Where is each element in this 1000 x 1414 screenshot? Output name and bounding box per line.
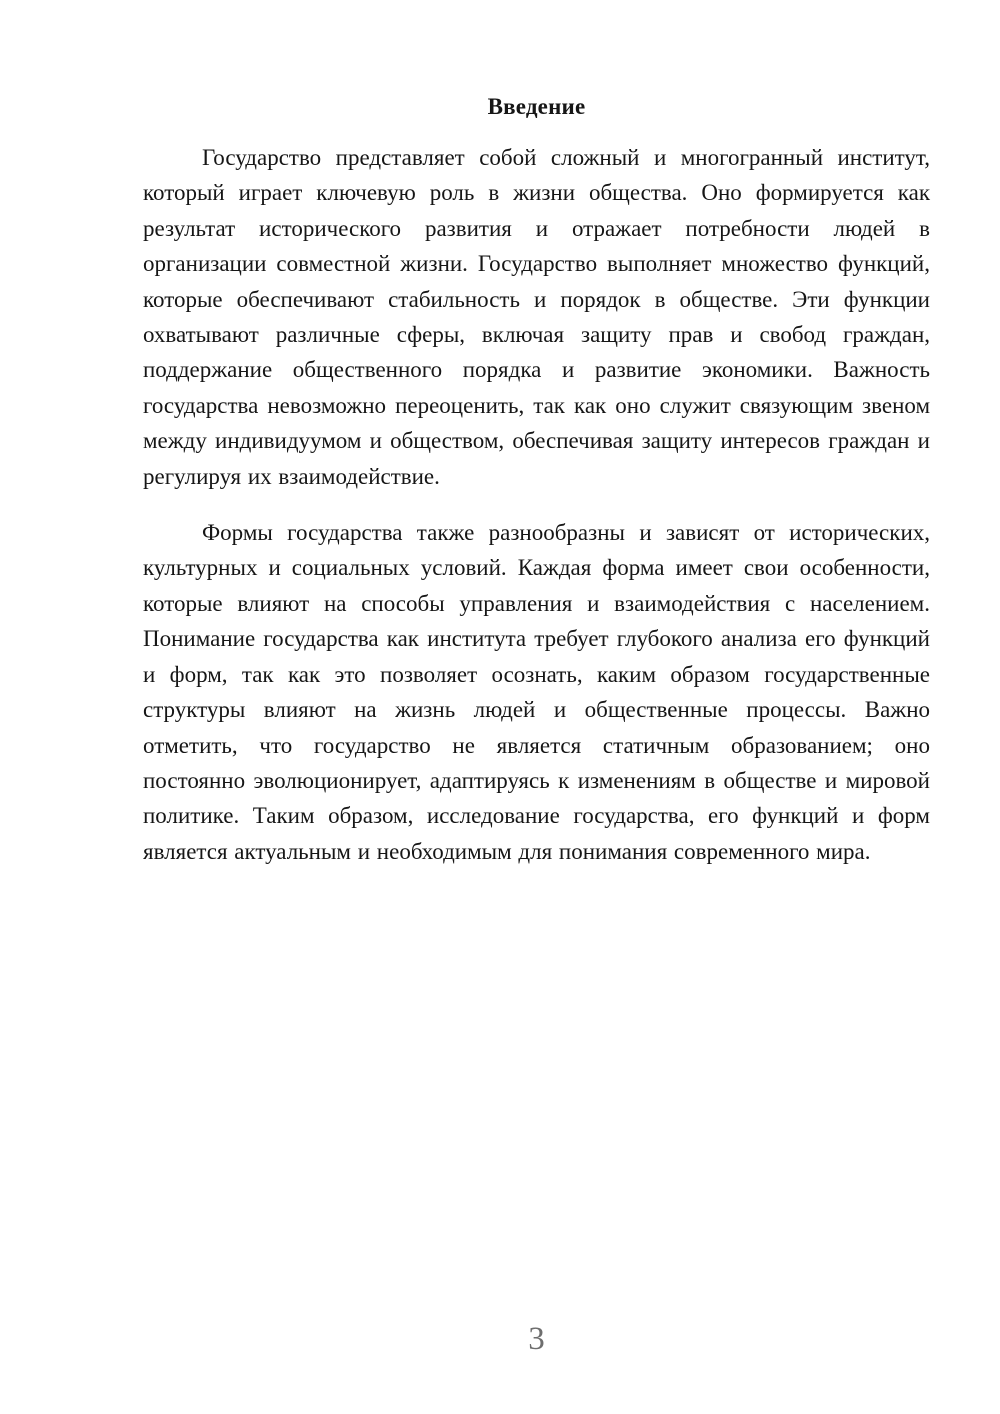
page-footer (143, 1318, 930, 1360)
paragraph-intro-2: Формы государства также разнообразны и зависят от исторических, культурных и социальных условий. Каждая форма имеет свои особенности, которые влияют на способы управления и взаимодействия с населением. Понимание государства как института требует глубокого анализа его функций и форм, так как это позволяет осознать, каким образом государственные структуры влияют на жизнь людей и общественные процессы. Важно отметить, что государство не является статичным образованием; оно постоянно эволюционирует, адаптируясь к изменениям в обществе и мировой политике. Таким образом, исследование государства, его функций и форм является актуальным и необходимым для понимания современного мира. (143, 520, 930, 864)
section-heading: Введение (487, 94, 586, 119)
page-number: 3 (528, 1321, 545, 1357)
paragraph-intro-1: Государство представляет собой сложный и многогранный институт, который играет ключевую роль в жизни общества. Оно формируется как результат исторического развития и отражает потребности людей в организации совместной жизни. Государство выполняет множество функций, которые обеспечивают стабильность и порядок в обществе. Эти функции охватывают различные сферы, включая защиту прав и свобод граждан, поддержание общественного порядка и развитие экономики. Важность государства невозможно переоценить, так как оно служит связующим звеном между индивидуумом и обществом, обеспечивая защиту интересов граждан и регулируя их взаимодействие. (143, 145, 930, 489)
text-block (143, 89, 930, 869)
